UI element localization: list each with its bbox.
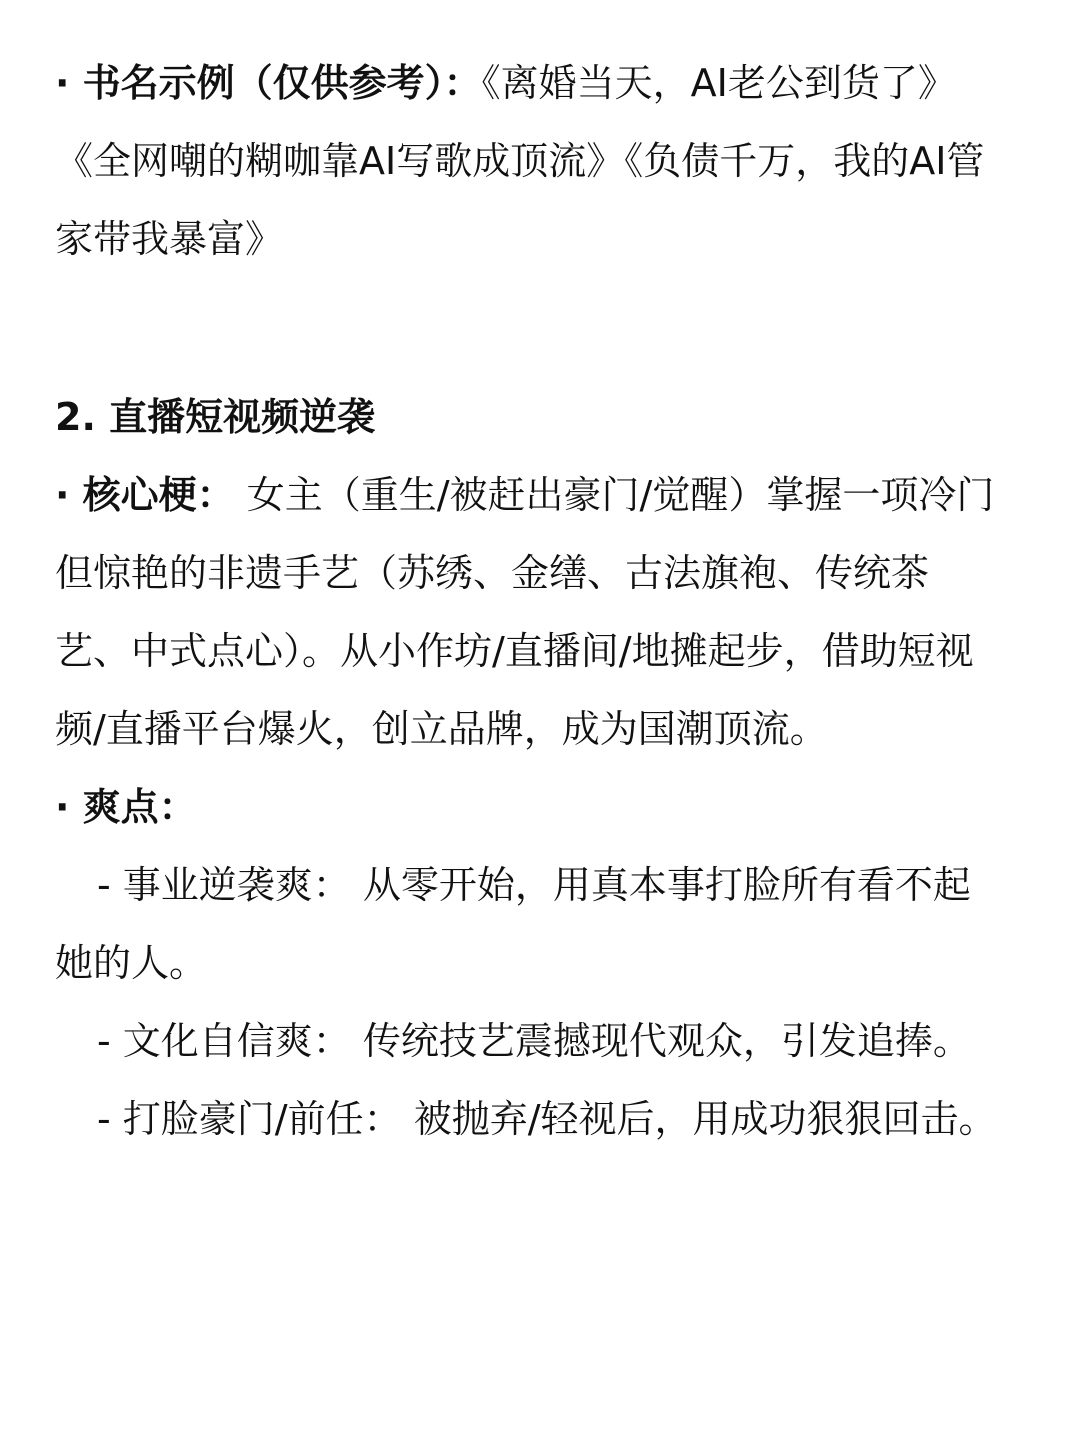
document-page (55, 44, 1000, 1158)
core-paragraph (55, 456, 1000, 768)
highlight-label: - 打脸豪门/前任： (97, 1097, 402, 1141)
highlight-text: 传统技艺震撼现代观众，引发追捧。 (350, 1019, 971, 1063)
section-spacer (55, 278, 1000, 378)
highlight-text: 从零开始，用真本事打脸所有看不起她的人。 (55, 863, 971, 985)
core-label: · 核心梗： (55, 473, 235, 517)
core-text: 女主（重生/被赶出豪门/觉醒）掌握一项冷门但惊艳的非遗手艺（苏绣、金缮、古法旗袍、传统茶艺、中式点心）。从小作坊/直播间/地摊起步，借助短视频/直播平台爆火，创立品牌，成为国潮顶流。 (55, 473, 995, 751)
highlight-item (55, 1080, 1000, 1158)
highlight-label: - 事业逆袭爽： (97, 863, 351, 907)
highlight-text: 被抛弃/轻视后，用成功狠狠回击。 (401, 1097, 997, 1141)
title-examples-paragraph (55, 44, 1000, 278)
title-examples-label: · 书名示例（仅供参考）： (55, 61, 482, 105)
title-examples-text: 《离婚当天，AI老公到货了》《全网嘲的糊咖靠AI写歌成顶流》《负债千万，我的AI管家带我暴富》 (55, 61, 985, 261)
highlight-item (55, 1002, 1000, 1080)
section-heading: 2. 直播短视频逆袭 (55, 395, 376, 439)
highlights-label: · 爽点： (55, 785, 197, 829)
highlight-label: - 文化自信爽： (97, 1019, 351, 1063)
highlight-item (55, 846, 1000, 1002)
